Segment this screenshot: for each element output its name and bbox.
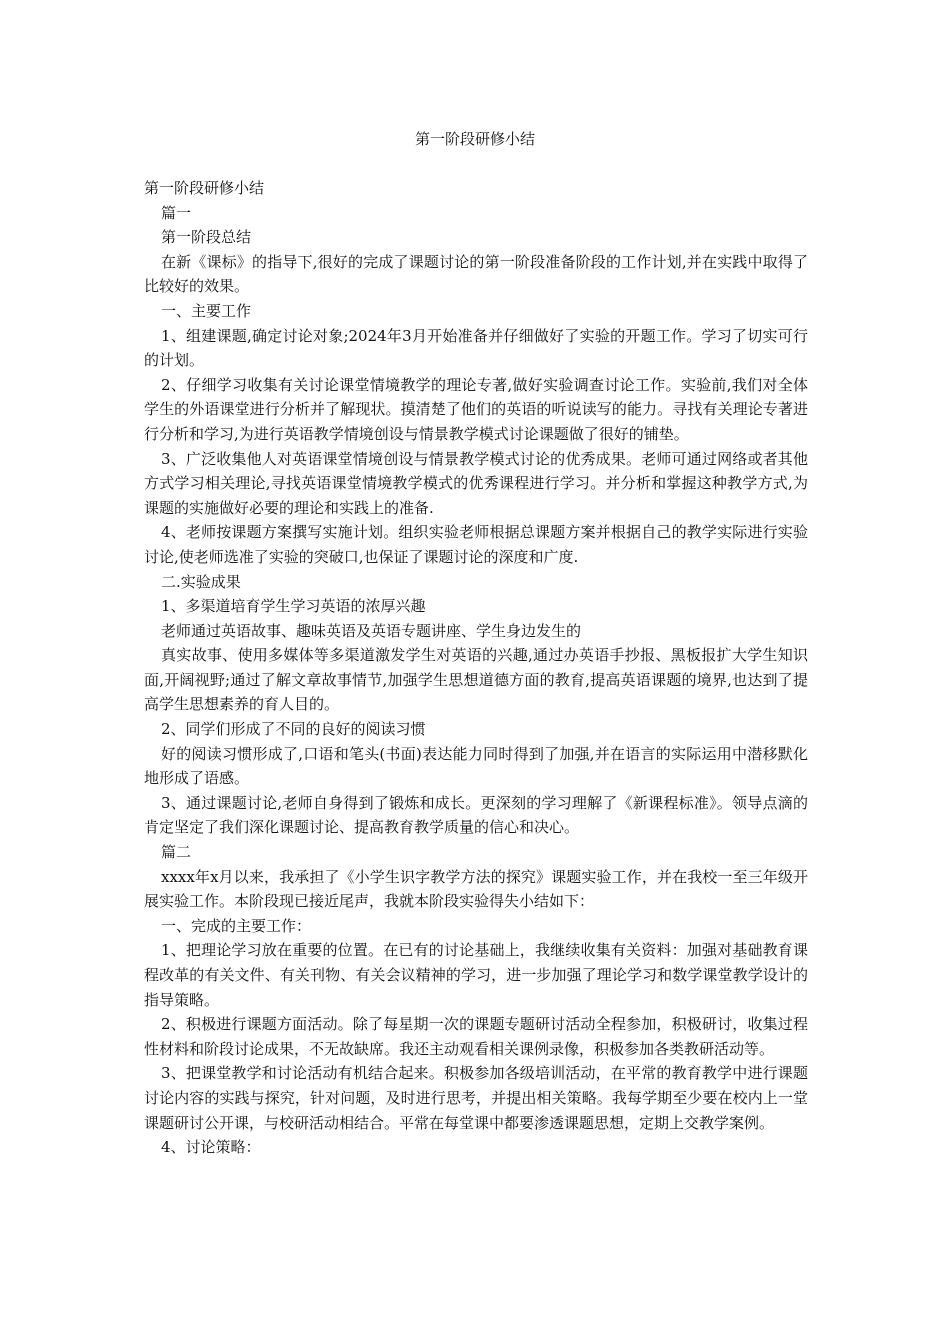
- paragraph: 1、把理论学习放在重要的位置。在已有的讨论基础上，我继续收集有关资料：加强对基础教育课程改革的有关文件、有关刊物、有关会议精神的学习，进一步加强了理论学习和数学课堂教学设计的指导策略。: [144, 941, 808, 1009]
- paragraph: 篇一: [161, 203, 192, 222]
- paragraph: 4、讨论策略：: [161, 1138, 261, 1157]
- paragraph: 3、广泛收集他人对英语课堂情境创设与情景教学模式讨论的优秀成果。老师可通过网络或者其他方式学习相关理论,寻找英语课堂情境教学模式的优秀课程进行学习。并分析和掌握这种教学方式,为课题的实施做好必要的理论和实践上的准备.: [144, 449, 808, 517]
- document-title: 第一阶段研修小结: [414, 130, 535, 148]
- paragraph: 老师通过英语故事、趣味英语及英语专题讲座、学生身边发生的: [161, 621, 582, 640]
- paragraph: 一、完成的主要工作：: [161, 916, 312, 935]
- paragraph: 1、组建课题,确定讨论对象;2024年3月开始准备并仔细做好了实验的开题工作。学习了切实可行的计划。: [144, 326, 808, 370]
- document-body: [144, 176, 808, 1160]
- paragraph: 第一阶段总结: [161, 228, 252, 247]
- paragraph: 1、多渠道培育学生学习英语的浓厚兴趣: [161, 597, 426, 616]
- paragraph: 真实故事、使用多媒体等多渠道激发学生对英语的兴趣,通过办英语手抄报、黑板报扩大学生知识面,开阔视野;通过了解文章故事情节,加强学生思想道德方面的教育,提高英语课题的境界,也达到了提高学生思想素养的育人目的。: [144, 646, 808, 714]
- paragraph: 4、老师按课题方案撰写实施计划。组织实验老师根据总课题方案并根据自己的教学实际进行实验讨论,使老师选准了实验的突破口,也保证了课题讨论的深度和广度.: [144, 523, 808, 566]
- paragraph: 好的阅读习惯形成了,口语和笔头(书面)表达能力同时得到了加强,并在语言的实际运用中潜移默化地形成了语感。: [144, 744, 808, 788]
- paragraph: 2、同学们形成了不同的良好的阅读习惯: [161, 720, 426, 739]
- paragraph: 在新《课标》的指导下,很好的完成了课题讨论的第一阶段准备阶段的工作计划,并在实践中取得了比较好的效果。: [144, 252, 808, 296]
- paragraph: 一、主要工作: [161, 301, 252, 320]
- paragraph: xxxx年x月以来，我承担了《小学生识字教学方法的探究》课题实验工作，并在我校一至三年级开展实验工作。本阶段现已接近尾声，我就本阶段实验得失小结如下：: [144, 867, 808, 911]
- paragraph: 二.实验成果: [161, 572, 241, 591]
- paragraph: 3、通过课题讨论,老师自身得到了锻炼和成长。更深刻的学习理解了《新课程标准》。领导点滴的肯定坚定了我们深化课题讨论、提高教育教学质量的信心和决心。: [144, 793, 808, 837]
- paragraph: 3、把课堂教学和讨论活动有机结合起来。积极参加各级培训活动，在平常的教育教学中进行课题讨论内容的实践与探究，针对问题，及时进行思考，并提出相关策略。我每学期至少要在校内上一堂课题研讨公开课，与校研活动相结合。平常在每堂课中都要渗透课题思想，定期上交教学案例。: [144, 1064, 808, 1132]
- paragraph: 第一阶段研修小结: [144, 179, 265, 197]
- paragraph: 篇二: [161, 843, 192, 862]
- paragraph: 2、积极进行课题方面活动。除了每星期一次的课题专题研讨活动全程参加，积极研讨，收集过程性材料和阶段讨论成果，不无故缺席。我还主动观看相关课例录像，积极参加各类教研活动等。: [144, 1015, 808, 1058]
- paragraph: 2、仔细学习收集有关讨论课堂情境教学的理论专著,做好实验调查讨论工作。实验前,我们对全体学生的外语课堂进行分析并了解现状。摸清楚了他们的英语的听说读写的能力。寻找有关理论专著进行分析和学习,为进行英语教学情境创设与情景教学模式讨论课题做了很好的铺垫。: [144, 375, 808, 443]
